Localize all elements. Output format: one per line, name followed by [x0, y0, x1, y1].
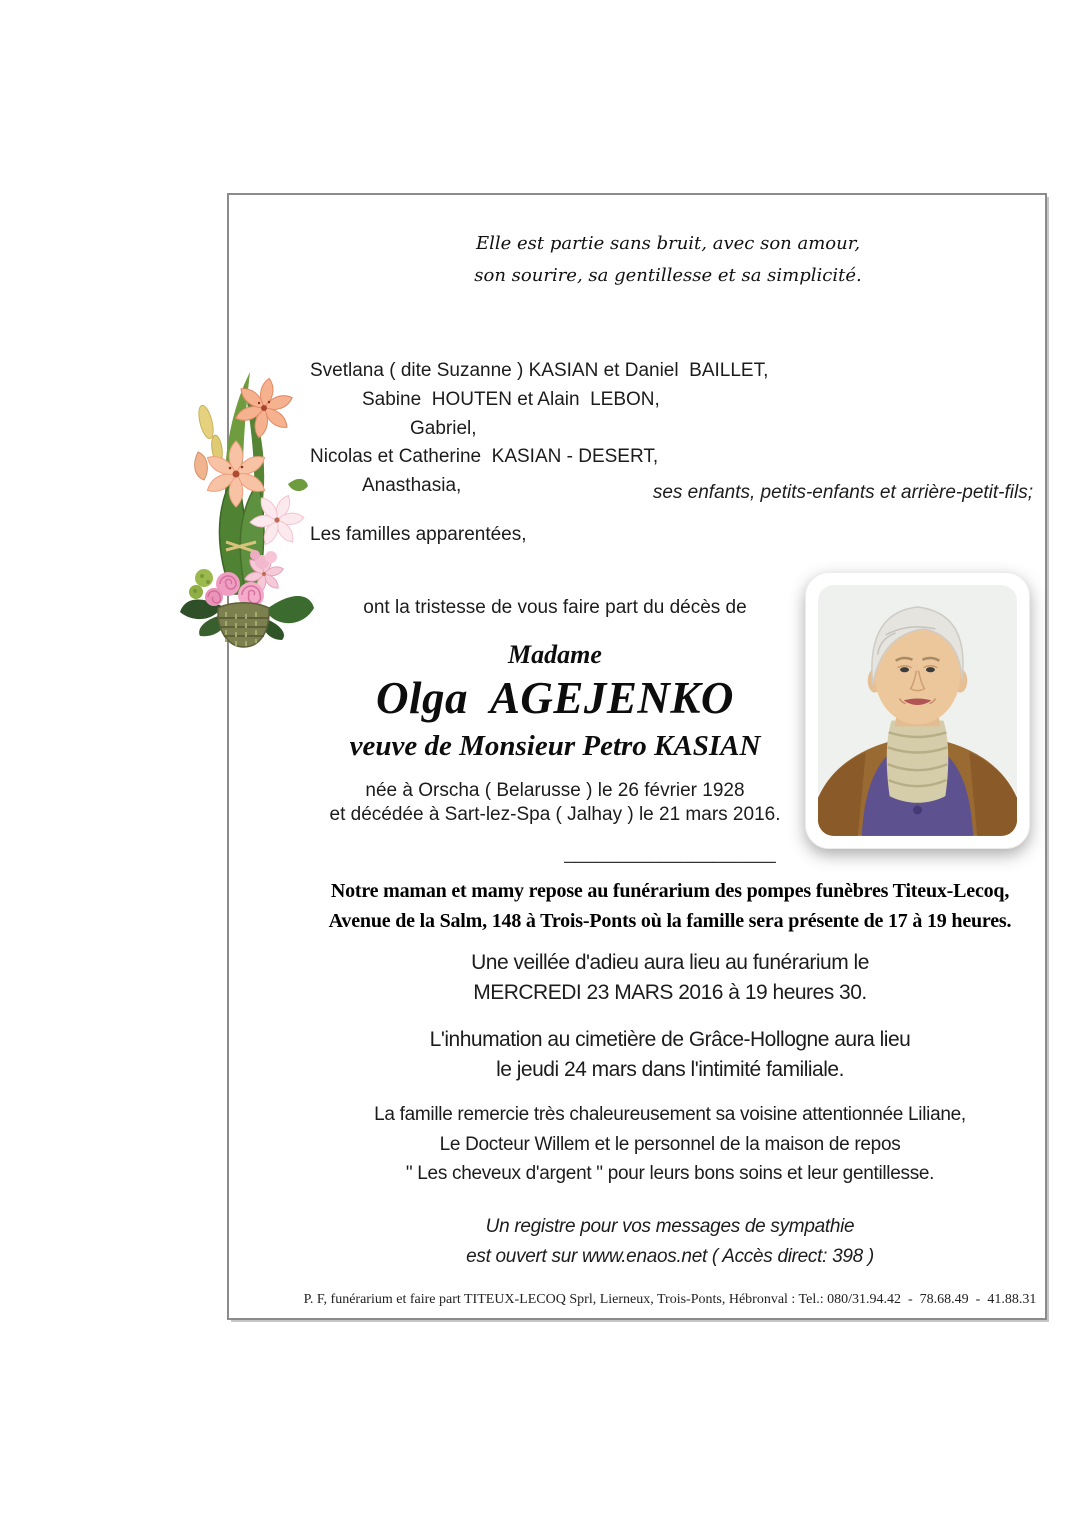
family-name-line: Svetlana ( dite Suzanne ) KASIAN et Daniel BAILLET,	[310, 360, 769, 381]
quote-line-2: son sourire, sa gentillesse et sa simplicité.	[474, 265, 862, 286]
family-name-line: Gabriel,	[410, 417, 477, 439]
funeral-home-notice	[298, 876, 1042, 936]
deceased-name: Olga AGEJENKO	[376, 673, 734, 723]
thanks-line-3: " Les cheveux d'argent " pour leurs bons soins et leur gentillesse.	[405, 1163, 935, 1184]
thanks-block	[300, 1100, 1040, 1189]
deceased-title: Madame	[508, 640, 602, 669]
footer-funeral-home-info: P. F, funérarium et faire part TITEUX-LECOQ Sprl, Lierneux, Trois-Ponts, Hébronval : Tel.: 080/31.94.42 - 78.68.49 - 41.88.31	[303, 1292, 1037, 1307]
burial-block	[300, 1025, 1040, 1085]
family-names-list	[310, 357, 768, 501]
thanks-line-1: La famille remercie très chaleureusement sa voisine attentionnée Liliane,	[374, 1104, 966, 1125]
burial-line-1: L'inhumation au cimetière de Grâce-Hollogne aura lieu	[429, 1028, 911, 1051]
vigil-line-2: MERCREDI 23 MARS 2016 à 19 heures 30.	[473, 981, 867, 1004]
vigil-block	[300, 948, 1040, 1008]
separator-line: ____________________	[564, 843, 776, 864]
flower-bouquet-image	[176, 356, 316, 648]
relation-line: ses enfants, petits-enfants et arrière-petit-fils;	[652, 482, 1033, 503]
family-name-line: Anasthasia,	[362, 475, 462, 497]
deceased-birth-line: née à Orscha ( Belarusse ) le 26 février 1928	[365, 780, 745, 801]
register-line-1: Un registre pour vos messages de sympathie	[485, 1216, 855, 1237]
register-block	[300, 1212, 1040, 1272]
notice-line-1: Notre maman et mamy repose au funérarium des pompes funèbres Titeux-Lecoq,	[330, 880, 1010, 902]
related-families-line: Les familles apparentées,	[310, 524, 527, 545]
thanks-line-2: Le Docteur Willem et le personnel de la maison de repos	[439, 1133, 901, 1155]
announcement-line: ont la tristesse de vous faire part du décès de	[363, 597, 747, 618]
burial-line-2: le jeudi 24 mars dans l'intimité familiale.	[496, 1058, 844, 1081]
vigil-line-1: Une veillée d'adieu aura lieu au funérarium le	[471, 951, 869, 974]
deceased-widow-of: veuve de Monsieur Petro KASIAN	[349, 730, 761, 762]
notice-line-2: Avenue de la Salm, 148 à Trois-Ponts où la famille sera présente de 17 à 19 heures.	[328, 910, 1012, 932]
deceased-death-line: et décédée à Sart-lez-Spa ( Jalhay ) le 21 mars 2016.	[329, 804, 781, 825]
family-name-line: Nicolas et Catherine KASIAN - DESERT,	[310, 446, 659, 468]
register-line-2: est ouvert sur www.enaos.net ( Accès direct: 398 )	[466, 1246, 874, 1267]
portrait-photo	[805, 572, 1030, 849]
family-name-line: Sabine HOUTEN et Alain LEBON,	[362, 388, 660, 410]
quote-line-1: Elle est partie sans bruit, avec son amour,	[475, 233, 861, 254]
opening-quote	[298, 228, 1038, 292]
